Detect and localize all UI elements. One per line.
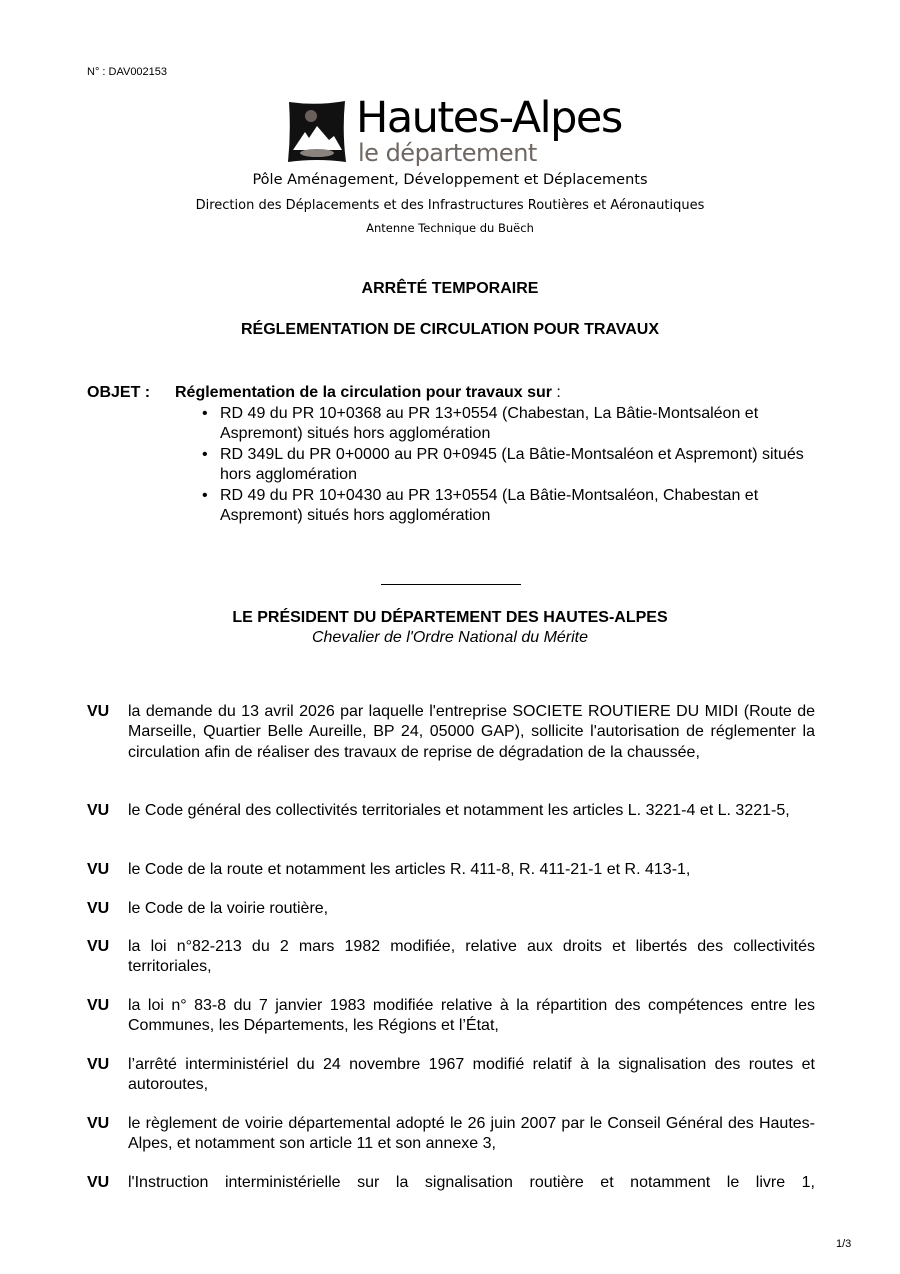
vu-text: l’arrêté interministériel du 24 novembre 1967 modifié relatif à la signalisation des routes et autoroutes, bbox=[128, 1056, 815, 1094]
vu-label: VU bbox=[87, 861, 110, 878]
document-title: ARRÊTÉ TEMPORAIRE bbox=[361, 280, 539, 297]
header-pole: Pôle Aménagement, Développement et Déplacements bbox=[252, 172, 648, 188]
list-item: • RD 49 du PR 10+0430 au PR 13+0554 (La Bâtie-Montsaléon, Chabestan et Aspremont) situés hors agglomération bbox=[202, 486, 822, 527]
vu-label: VU bbox=[87, 1115, 110, 1132]
objet-heading: Réglementation de la circulation pour travaux sur bbox=[175, 384, 552, 401]
objet-heading-suffix: : bbox=[551, 384, 561, 401]
vu-clause bbox=[87, 860, 815, 880]
logo-title: Hautes-Alpes bbox=[356, 93, 622, 143]
vu-text: le Code général des collectivités territoriales et notamment les articles L. 3221-4 et L. 3221-5, bbox=[128, 802, 790, 819]
vu-clause bbox=[87, 996, 815, 1037]
vu-text: le Code de la route et notamment les articles R. 411-8, R. 411-21-1 et R. 413-1, bbox=[128, 861, 691, 878]
vu-label: VU bbox=[87, 802, 110, 819]
document-subtitle: RÉGLEMENTATION DE CIRCULATION POUR TRAVAUX bbox=[240, 321, 660, 338]
divider bbox=[381, 584, 521, 585]
logo-subtitle: le département bbox=[358, 139, 537, 167]
vu-text: le règlement de voirie départemental adopté le 26 juin 2007 par le Conseil Général des Hautes-Alpes, et notamment son article 11 et son annexe 3, bbox=[128, 1115, 815, 1153]
objet-label: OBJET : bbox=[87, 384, 151, 401]
list-item: • RD 349L du PR 0+0000 au PR 0+0945 (La Bâtie-Montsaléon et Aspremont) situés hors agglomération bbox=[202, 445, 822, 486]
vu-clause bbox=[87, 937, 815, 978]
logo-mountain-icon bbox=[287, 100, 347, 163]
vu-clause bbox=[87, 899, 815, 919]
vu-clause bbox=[87, 1055, 815, 1096]
header-antenne: Antenne Technique du Buëch bbox=[366, 221, 534, 235]
vu-label: VU bbox=[87, 938, 110, 955]
vu-label: VU bbox=[87, 703, 110, 720]
vu-clause bbox=[87, 801, 815, 821]
page-number: 1/3 bbox=[836, 1238, 852, 1250]
president-title: LE PRÉSIDENT DU DÉPARTEMENT DES HAUTES-ALPES bbox=[232, 609, 668, 626]
vu-text: la loi n°82-213 du 2 mars 1982 modifiée, relative aux droits et libertés des collectivités territoriales, bbox=[128, 938, 815, 976]
president-distinction: Chevalier de l'Ordre National du Mérite bbox=[311, 629, 589, 646]
vu-label: VU bbox=[87, 1174, 110, 1191]
vu-label: VU bbox=[87, 997, 110, 1014]
vu-text: le Code de la voirie routière, bbox=[128, 900, 329, 917]
document-number: N° : DAV002153 bbox=[87, 66, 168, 78]
vu-text: la demande du 13 avril 2026 par laquelle l'entreprise SOCIETE ROUTIERE DU MIDI (Route de Marseille, Quartier Belle Aureille, BP 24, 05000 GAP), sollicite l'autorisation de réglementer la circulation afin de réaliser des travaux de reprise de dégradation de la chaussée, bbox=[128, 703, 815, 761]
vu-clause bbox=[87, 1114, 815, 1155]
vu-text: l'Instruction interministérielle sur la signalisation routière et notamment le livre 1, bbox=[128, 1174, 815, 1191]
objet-list bbox=[202, 404, 822, 527]
vu-label: VU bbox=[87, 1056, 110, 1073]
header-direction: Direction des Déplacements et des Infrastructures Routières et Aéronautiques bbox=[195, 198, 705, 213]
vu-text: la loi n° 83-8 du 7 janvier 1983 modifiée relative à la répartition des compétences entre les Communes, les Départements, les Régions et l’État, bbox=[128, 997, 815, 1035]
vu-label: VU bbox=[87, 900, 110, 917]
vu-clause bbox=[87, 1173, 815, 1193]
vu-clause bbox=[87, 702, 815, 763]
list-item: • RD 49 du PR 10+0368 au PR 13+0554 (Chabestan, La Bâtie-Montsaléon et Aspremont) situés hors agglomération bbox=[202, 404, 822, 445]
